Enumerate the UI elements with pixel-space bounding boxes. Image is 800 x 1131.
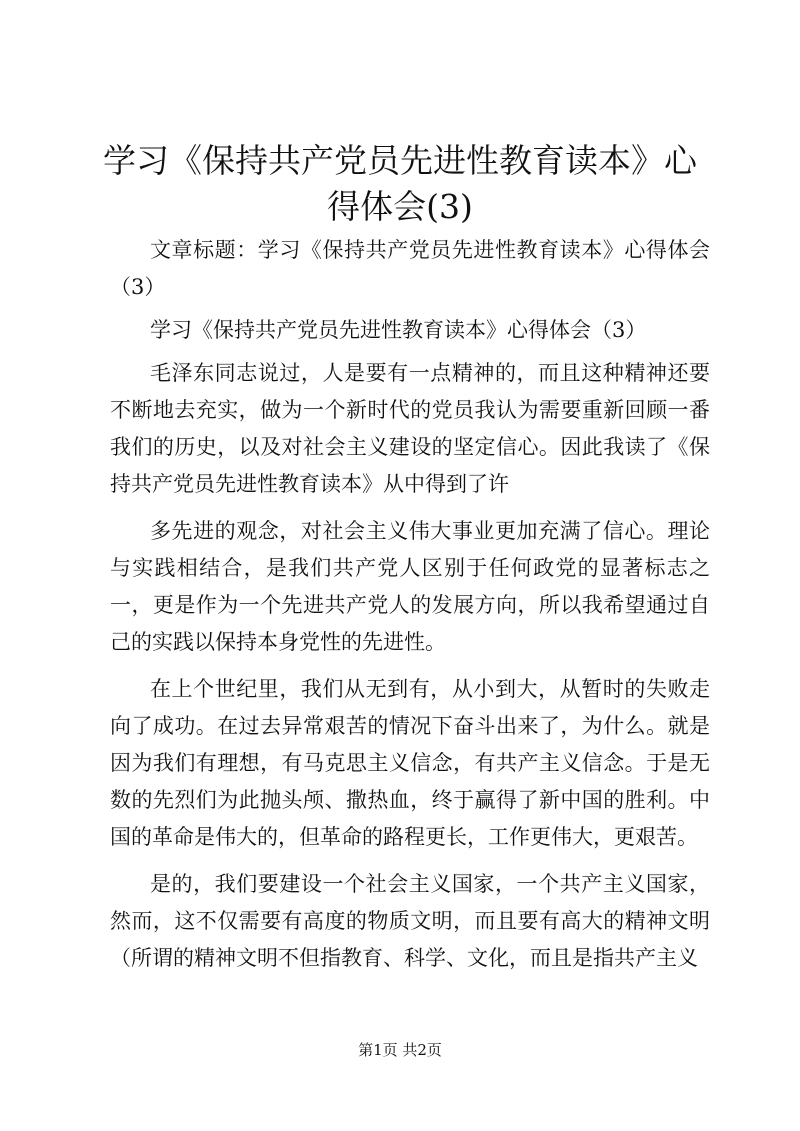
document-body <box>110 232 710 987</box>
body-paragraph: 是的，我们要建设一个社会主义国家，一个共产主义国家，然而，这不仅需要有高度的物质文明，而且要有高大的精神文明（所谓的精神文明不但指教育、科学、文化，而且是指共产主义 <box>110 872 710 970</box>
body-paragraph: 在上个世纪里，我们从无到有，从小到大，从暂时的失败走向了成功。在过去异常艰苦的情况下奋斗出来了，为什么。就是因为我们有理想，有马克思主义信念，有共产主义信念。于是无数的先烈们为此抛头颅、撒热血，终于赢得了新中国的胜利。中国的革命是伟大的，但革命的路程更长，工作更伟大，更艰苦。 <box>110 677 710 849</box>
body-paragraph: 毛泽东同志说过，人是要有一点精神的，而且这种精神还要不断地去充实，做为一个新时代的党员我认为需要重新回顾一番我们的历史，以及对社会主义建设的坚定信心。因此我读了《保持共产党员先进性教育读本》从中得到了许 <box>110 361 710 496</box>
document-title: 学习《保持共产党员先进性教育读本》心得体会(3) <box>103 141 697 226</box>
body-paragraph: 多先进的观念，对社会主义伟大事业更加充满了信心。理论与实践相结合，是我们共产党人区别于任何政党的显著标志之一，更是作为一个先进共产党人的发展方向，所以我希望通过自己的实践以保持本身党性的先进性。 <box>110 519 710 654</box>
subtitle-line: 学习《保持共产党员先进性教育读本》心得体会（3） <box>150 318 647 342</box>
page-indicator: 第1页 共2页 <box>358 1041 442 1059</box>
article-title-line: 文章标题：学习《保持共产党员先进性教育读本》心得体会（3） <box>110 238 710 299</box>
